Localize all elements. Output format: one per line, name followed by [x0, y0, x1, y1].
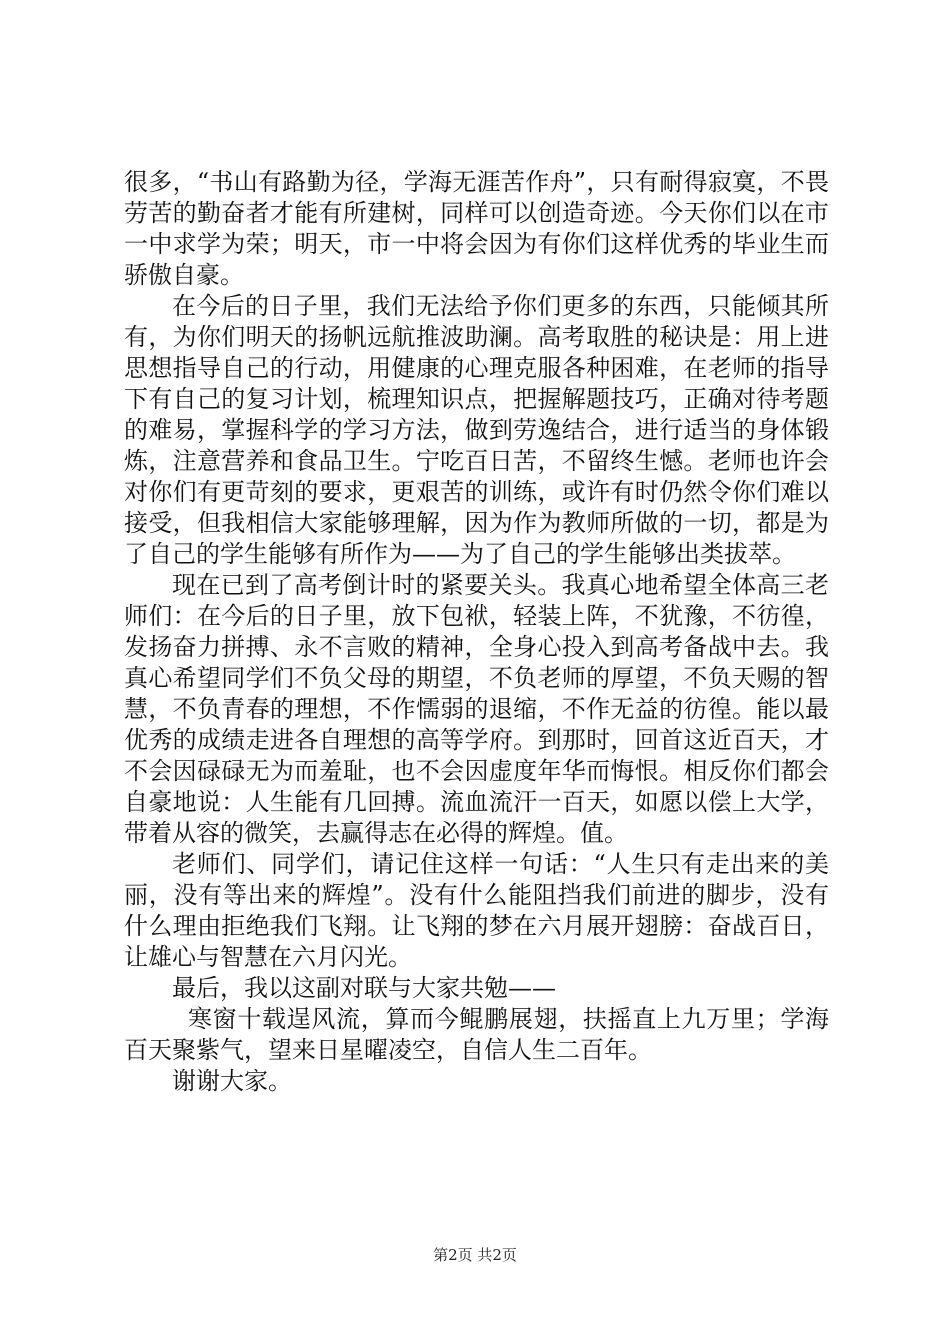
paragraph-couplet-intro: 最后，我以这副对联与大家共勉—— [172, 974, 556, 1002]
document-body [124, 167, 829, 1097]
paragraph-future-days: 在今后的日子里，我们无法给予你们更多的东西，只能倾其所有，为你们明天的扬帆远航推波助澜。高考取胜的秘诀是：用上进思想指导自己的行动，用健康的心理克服各种困难，在老师的指导下有自己的复习计划，梳理知识点，把握解题技巧，正确对待考题的难易，掌握科学的学习方法，做到劳逸结合，进行适当的身体锻炼，注意营养和食品卫生。宁吃百日苦，不留终生憾。老师也许会对你们有更苛刻的要求，更艰苦的训练，或许有时仍然令你们难以接受，但我相信大家能够理解，因为作为教师所做的一切，都是为了自己的学生能够有所作为——为了自己的学生能够出类拔萃。 [124, 292, 829, 568]
paragraph-continued: 很多，“书山有路勤为径，学海无涯苦作舟”，只有耐得寂寞，不畏劳苦的勤奋者才能有所建树，同样可以创造奇迹。今天你们以在市一中求学为荣；明天，市一中将会因为有你们这样优秀的毕业生而骄傲自豪。 [124, 168, 829, 289]
paragraph-couplet: 寒窗十载逞风流，算而今鲲鹏展翅，扶摇直上九万里；学海百天聚紫气，望来日星曜凌空，自信人生二百年。 [124, 1005, 829, 1064]
page-number-footer: 第2页 共2页 [433, 1246, 517, 1264]
paragraph-countdown: 现在已到了高考倒计时的紧要关头。我真心地希望全体高三老师们：在今后的日子里，放下包袱，轻装上阵，不犹豫，不彷徨，发扬奋力拼搏、永不言败的精神，全身心投入到高考备战中去。我真心希望同学们不负父母的期望，不负老师的厚望，不负天赐的智慧，不负青春的理想，不作懦弱的退缩，不作无益的彷徨。能以最优秀的成绩走进各自理想的高等学府。到那时，回首这近百天，才不会因碌碌无为而羞耻，也不会因虚度年华而悔恨。相反你们都会自豪地说：人生能有几回搏。流血流汗一百天，如愿以偿上大学，带着从容的微笑，去赢得志在必得的辉煌。值。 [124, 571, 829, 847]
paragraph-thanks: 谢谢大家。 [172, 1067, 292, 1095]
paragraph-remember: 老师们、同学们，请记住这样一句话：“人生只有走出来的美丽，没有等出来的辉煌”。没有什么能阻挡我们前进的脚步，没有什么理由拒绝我们飞翔。让飞翔的梦在六月展开翅膀：奋战百日，让雄心与智慧在六月闪光。 [124, 850, 829, 971]
